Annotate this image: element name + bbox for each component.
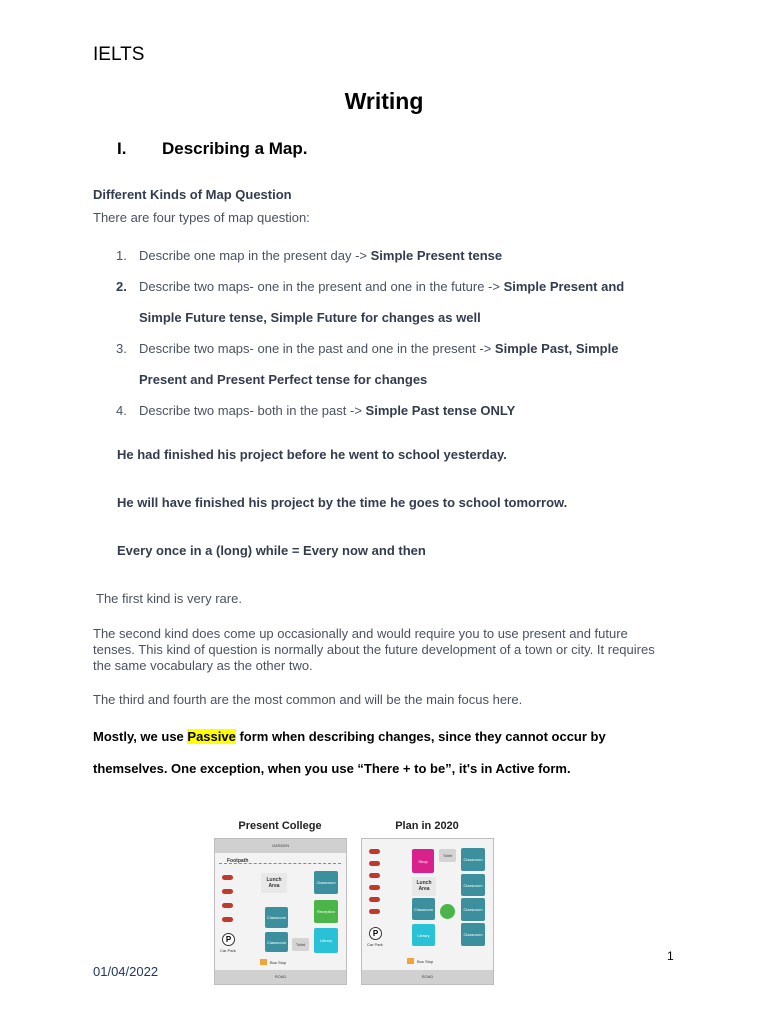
paragraph-third: The third and fourth are the most common and will be the main focus here.	[93, 692, 523, 707]
bus-stop-label: Bus Stop	[417, 959, 434, 964]
list-item-bold-cont: Simple Future tense, Simple Future for changes as well	[139, 310, 481, 325]
page-title: Writing	[344, 88, 424, 114]
classroom-building: Classroom	[461, 898, 485, 921]
header-title: IELTS	[93, 44, 145, 65]
list-item-text: Describe two maps- one in the past and one in the present ->	[139, 341, 495, 356]
right-map-title: Plan in 2020	[395, 820, 459, 832]
car-icon	[369, 861, 380, 866]
car-icon	[222, 903, 233, 908]
example-sentence: He had finished his project before he went to school yesterday.	[117, 447, 507, 462]
list-item-text: Describe one map in the present day ->	[139, 248, 371, 263]
reception-building: Reception	[314, 900, 338, 923]
example-sentence: Every once in a (long) while = Every now and then	[117, 543, 426, 558]
intro-text: There are four types of map question:	[93, 210, 310, 225]
paragraph-first: The first kind is very rare.	[96, 591, 242, 606]
subheading: Different Kinds of Map Question	[93, 187, 292, 202]
classroom-building: Classroom	[461, 923, 485, 946]
footpath-label: Footpath	[227, 858, 249, 864]
list-item	[93, 395, 693, 426]
section-number: I.	[117, 139, 127, 158]
lunch-area: Lunch Area	[412, 877, 436, 896]
car-icon	[369, 849, 380, 854]
car-park-label: Car Park	[367, 942, 383, 947]
car-icon	[369, 873, 380, 878]
list-item-bold: Simple Past tense ONLY	[365, 403, 516, 418]
passive-note-before: Mostly, we use	[93, 729, 188, 744]
paragraph-second: The second kind does come up occasionally and would require you to use present and future tenses. This kind of question is normally about the future development of a town or city. It requires the same vocabulary as the other two.	[93, 626, 655, 673]
bus-stop-label: Bus Stop	[270, 960, 287, 965]
classroom-building: Classroom	[265, 932, 288, 952]
list-marker: 2.	[116, 279, 127, 294]
car-icon	[222, 875, 233, 880]
classroom-building: Classroom	[265, 907, 288, 928]
bus-stop-icon	[260, 959, 267, 965]
car-icon	[222, 917, 233, 922]
left-map-title: Present College	[238, 820, 322, 832]
list-item-bold: Simple Present and	[503, 279, 625, 294]
car-icon	[222, 889, 233, 894]
lunch-area: Lunch Area	[261, 873, 287, 893]
classroom-building: Classroom	[461, 848, 485, 871]
highlighted-word: Passive	[187, 729, 236, 744]
present-college-map	[214, 838, 347, 985]
page-number: 1	[667, 949, 674, 963]
example-sentence: He will have finished his project by the time he goes to school tomorrow.	[117, 495, 568, 510]
toilet-building: Toilet	[292, 938, 309, 951]
car-icon	[369, 897, 380, 902]
passive-note	[93, 729, 693, 744]
footpath-line	[219, 863, 341, 864]
road: ROAD	[362, 970, 493, 984]
green-circle-icon	[440, 904, 455, 919]
map-question-types-list	[93, 240, 693, 426]
list-marker: 1.	[116, 248, 127, 263]
section-title: Describing a Map.	[162, 139, 308, 158]
road: ROAD	[215, 970, 346, 984]
passive-note-after: form when describing changes, since they cannot occur by	[235, 729, 606, 744]
footer-date: 01/04/2022	[93, 964, 159, 979]
section-heading	[117, 139, 307, 159]
shop-building: Shop	[412, 849, 434, 873]
list-item	[93, 271, 693, 333]
toilet-building: Toilet	[439, 849, 456, 862]
list-item-text: Describe two maps- one in the present and one in the future ->	[139, 279, 504, 294]
bus-stop-icon	[407, 958, 414, 964]
list-marker: 3.	[116, 341, 127, 356]
library-building: Library	[314, 928, 338, 953]
classroom-building: Classroom	[412, 898, 435, 920]
classroom-building: Classroom	[461, 874, 485, 896]
list-item-bold: Simple Past, Simple	[494, 341, 619, 356]
passive-note-line2: themselves. One exception, when you use “There + to be”, it's in Active form.	[93, 761, 571, 776]
list-marker: 4.	[116, 403, 127, 418]
car-icon	[369, 885, 380, 890]
garden-area: GARDEN	[215, 839, 346, 853]
list-item	[93, 240, 693, 271]
library-building: Library	[412, 924, 435, 946]
list-item-bold-cont: Present and Present Perfect tense for changes	[139, 372, 428, 387]
parking-icon: P	[369, 927, 382, 940]
car-park-label: Car Park	[220, 948, 236, 953]
plan-2020-map	[361, 838, 494, 985]
classroom-building: Classroom	[314, 871, 338, 894]
list-item-bold: Simple Present tense	[370, 248, 503, 263]
parking-icon: P	[222, 933, 235, 946]
list-item	[93, 333, 693, 395]
list-item-text: Describe two maps- both in the past ->	[139, 403, 366, 418]
car-icon	[369, 909, 380, 914]
